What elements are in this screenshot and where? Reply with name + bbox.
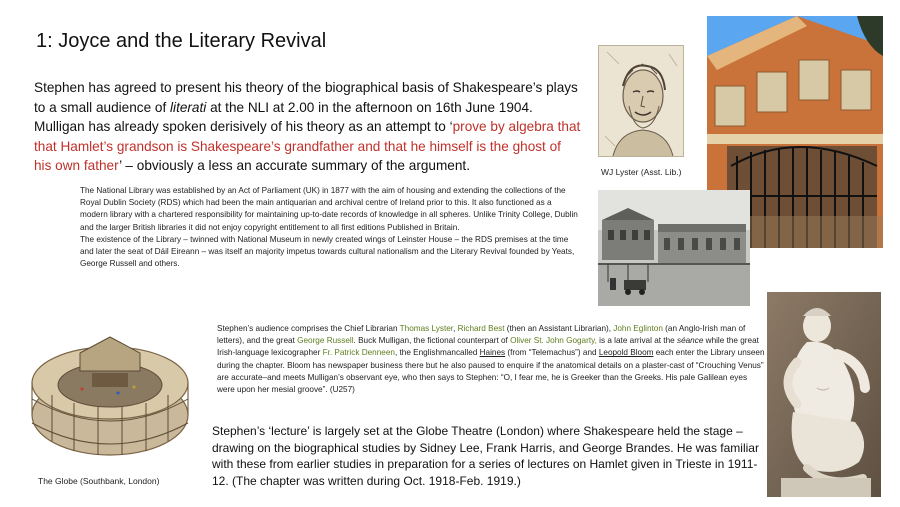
intro-emphasis-literati: literati	[170, 99, 207, 115]
audience-text: is a late arrival at the	[596, 336, 677, 346]
leinster-house-photo	[598, 190, 750, 306]
name-oliver-gogarty: Oliver St. John Gogarty,	[510, 336, 597, 346]
audience-text: (an Anglo-Irish man of letters), and the great	[217, 324, 746, 346]
name-george-russell: George Russell	[297, 336, 354, 346]
audience-text: while the great Irish-language lexicographer	[217, 336, 759, 358]
audience-text: (then an Assistant Librarian),	[504, 324, 614, 333]
name-thomas-lyster: Thomas Lyster	[399, 324, 454, 333]
intro-text-1: Stephen has agreed to present his theory of the biographical basis of Shakespeare’s plays to a small audience of	[34, 80, 578, 115]
library-paragraph-1: The National Library was established by an Act of Parliament (UK) in 1877 with the aim of housing and extending the collections of the Royal Dublin Society (RDS) which had been the main antiquarian and archival centre of Ireland prior to this. It also functioned as a modern library with a chartered responsibility for maintaining up-to-date records of knowledge in all spheres. Unlike Trinity College, Dublin and the larger British libraries it did not enjoy copyright entitlement to all first editions Published in Britain.	[80, 186, 578, 232]
portrait-sketch	[599, 46, 683, 156]
audience-text: Stephen’s audience comprises the Chief Librarian	[217, 324, 400, 333]
globe-caption: The Globe (Southbank, London)	[38, 476, 160, 486]
mulligan-quote: prove by algebra that that Hamlet’s grandson is Shakespeare’s grandfather and that he himself is the ghost of his own father	[34, 119, 581, 173]
venus-statue-illustration	[767, 292, 881, 497]
name-leopold-bloom: Leopold Bloom	[598, 348, 654, 358]
lecture-paragraph: Stephen’s ‘lecture’ is largely set at the Globe Theatre (London) where Shakespeare held the stage – drawing on the biographical studies by Sidney Lee, Frank Harris, and George Brandes. He was familiar with these from earlier studies in preparation for a series of lectures on Hamlet given in Trieste in 1911-12. (The chapter was written during Oct. 1918-Feb. 1919.)	[212, 424, 759, 488]
audience-text: ,	[453, 324, 458, 333]
intro-text-2: at the NLI at 2.00 in the afternoon on 16th June 1904. Mulligan has already spoken derisively of his theory as an attempt to ‘	[34, 99, 533, 134]
intro-text-3: ’ – obviously a less an accurate summary of the argument.	[119, 158, 470, 173]
intro-paragraph	[34, 78, 582, 176]
lyster-portrait-image	[598, 45, 684, 157]
historic-photo-illustration	[598, 190, 750, 306]
globe-theatre-illustration	[22, 323, 196, 463]
slide-title: 1: Joyce and the Literary Revival	[36, 30, 327, 52]
name-richard-best: Richard Best	[457, 324, 505, 333]
name-haines: Haines	[479, 348, 506, 358]
name-patrick-denneen: Fr. Patrick Denneen	[322, 348, 395, 358]
library-paragraph-2: The existence of the Library – twinned with National Museum in newly created wings of Leinster House – the RDS premises at the time and later the seat of Dáil Eireann – was itself an majority impetus towards cultural nationalism and the Literary Revival founded by Yeats, George Russell and others.	[80, 234, 575, 269]
library-history-text	[80, 185, 580, 270]
audience-text: . Buck Mulligan, the fictional counterpart of	[353, 336, 511, 346]
globe-theatre-image	[22, 323, 196, 463]
audience-text: (from “Telemachus”) and	[505, 348, 599, 358]
name-john-eglinton: John Eglinton	[613, 324, 663, 333]
lyster-caption: WJ Lyster (Asst. Lib.)	[601, 167, 682, 177]
seance-emphasis: séance	[676, 336, 704, 346]
audience-text: , the Englishmancalled	[394, 348, 480, 358]
audience-paragraph	[217, 323, 767, 396]
audience-text: each enter the Library unseen during the chapter. Bloom has newspaper business there but he also paused to enquire if the anatomical details on a plaster-cast of “Crouching Venus” are accurate–and meets Mulligan’s observant eye, who then says to Stephen: “O, I fear me, he is Greeker than the Greeks. His pale Galilean eyes were upon her mesial groove”. (U257)	[217, 348, 765, 395]
crouching-venus-image	[767, 292, 881, 497]
